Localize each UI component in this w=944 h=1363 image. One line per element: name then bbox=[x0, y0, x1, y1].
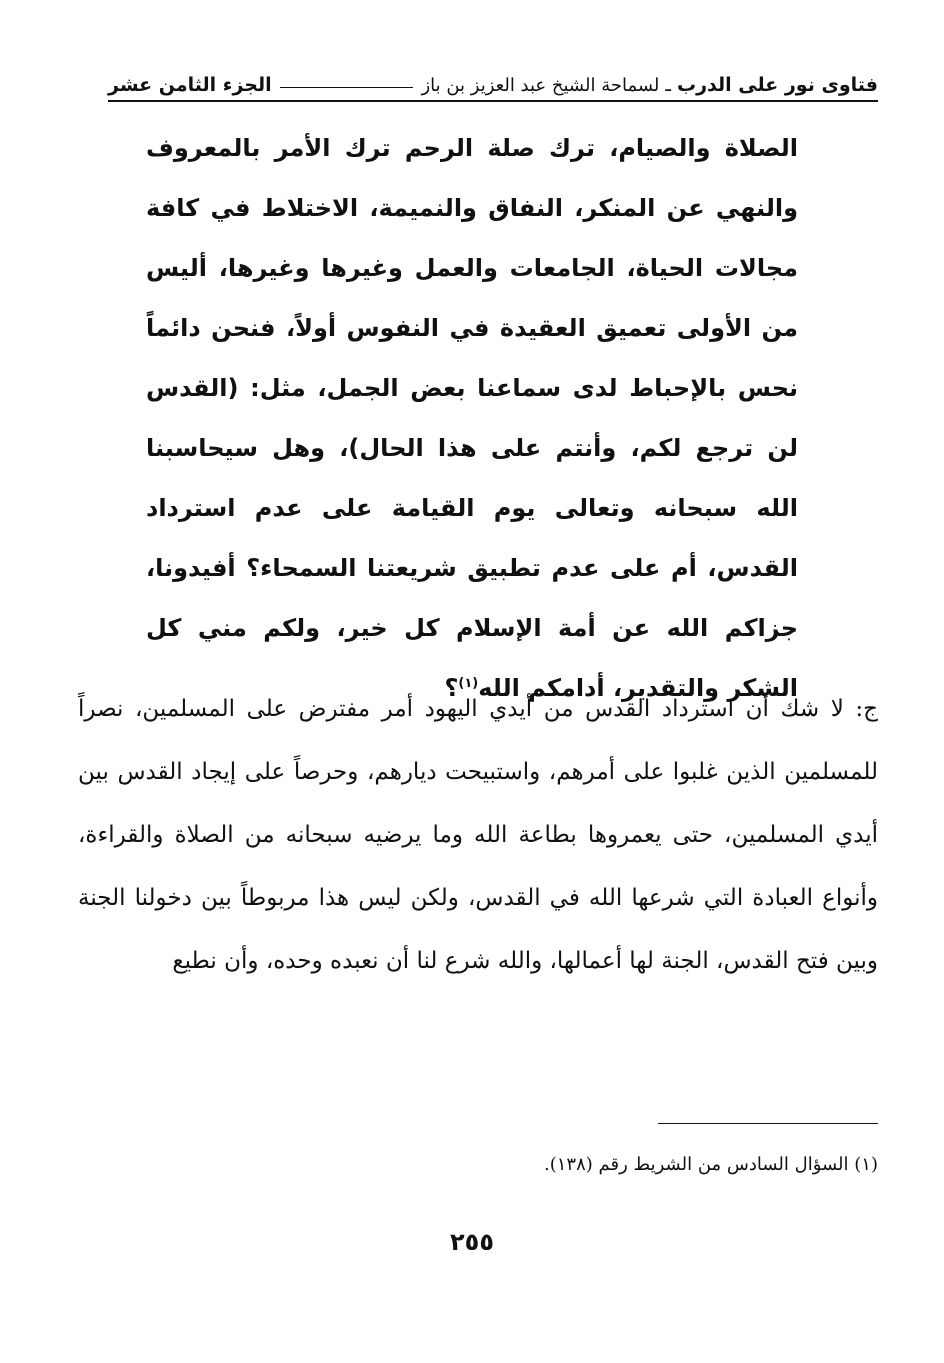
header-separator: ـ bbox=[665, 74, 671, 96]
volume-part: الجزء الثامن عشر bbox=[108, 74, 272, 96]
footnote-marker[interactable]: (١) bbox=[458, 676, 479, 691]
answer-paragraph bbox=[78, 678, 878, 993]
question-text: الصلاة والصيام، ترك صلة الرحم ترك الأمر بالمعروف والنهي عن المنكر، النفاق والنميمة، الاختلاط في كافة مجالات الحياة، الجامعات والعمل وغيرها وغيرها، أليس من الأولى تعميق العقيدة في النفوس أولاً، فنحن دائماً نحس بالإحباط لدى سماعنا بعض الجمل، مثل: (القدس لن ترجع لكم، وأنتم على هذا الحال)، وهل سيحاسبنا الله سبحانه وتعالى يوم القيامة على عدم استرداد القدس، أم على عدم تطبيق شريعتنا السمحاء؟ أفيدونا، جزاكم الله عن أمة الإسلام كل خير، ولكم مني كل الشكر والتقدير، أدامكم الله bbox=[146, 134, 798, 702]
answer-text: ج: لا شك أن استرداد القدس من أيدي اليهود أمر مفترض على المسلمين، نصراً للمسلمين الذين غلبوا على أمرهم، واستبيحت ديارهم، وحرصاً على إيجاد القدس بين أيدي المسلمين، حتى يعمروها بطاعة الله وما يرضيه سبحانه من الصلاة والقراءة، وأنواع العبادة التي شرعها الله في القدس، ولكن ليس هذا مربوطاً بين دخولنا الجنة وبين فتح القدس، الجنة لها أعمالها، والله شرع لنا أن نعبده وحده، وأن نطيع bbox=[78, 696, 878, 974]
question-paragraph bbox=[146, 118, 798, 718]
running-header bbox=[108, 60, 878, 102]
question-end-mark: ؟ bbox=[444, 674, 459, 702]
page-number: ٢٥٥ bbox=[450, 1228, 494, 1256]
footnote-text: (١) السؤال السادس من الشريط رقم (١٣٨). bbox=[544, 1154, 878, 1175]
author-line: لسماحة الشيخ عبد العزيز بن باز bbox=[421, 75, 660, 96]
header-rule bbox=[280, 87, 414, 88]
series-title: فتاوى نور على الدرب bbox=[677, 74, 878, 96]
footnote bbox=[78, 1150, 878, 1180]
footnote-separator bbox=[658, 1123, 878, 1124]
